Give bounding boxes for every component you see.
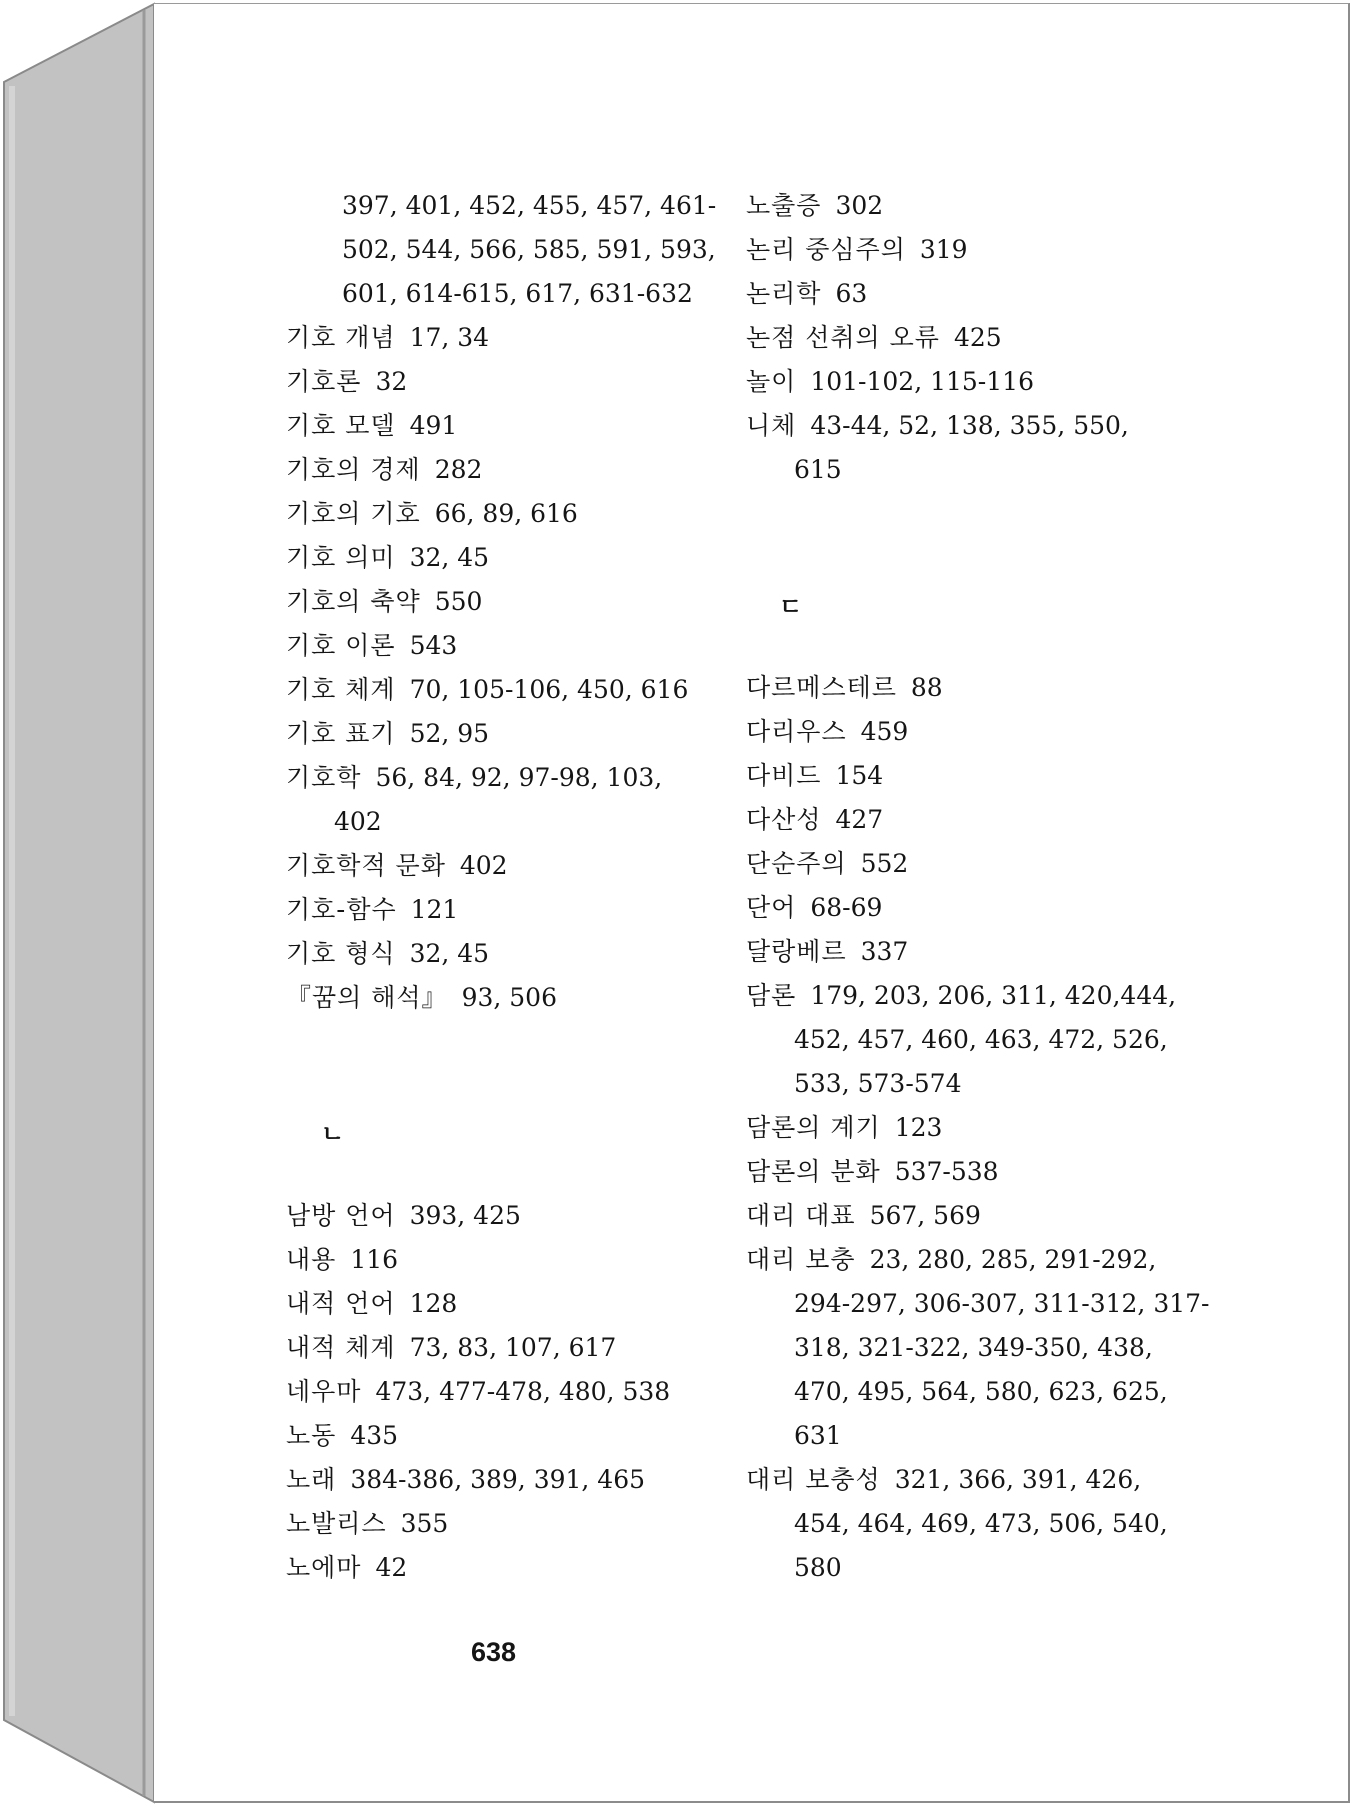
entry-pages: 355 — [400, 1509, 449, 1538]
entry-term: 내용 — [286, 1245, 337, 1274]
index-entry — [746, 805, 883, 835]
entry-pages: 459 — [860, 717, 909, 746]
entry-term: 대리 보충 — [746, 1245, 856, 1274]
index-entry — [746, 323, 1002, 353]
index-entry — [286, 719, 489, 749]
entry-term: 기호학적 문화 — [286, 851, 446, 880]
entry-term: 기호 개념 — [286, 323, 396, 352]
index-entry — [746, 981, 1176, 1011]
entry-pages: 116 — [350, 1245, 399, 1274]
continuation-line: 502, 544, 566, 585, 591, 593, — [342, 235, 716, 264]
index-entry — [286, 543, 489, 573]
index-entry — [286, 851, 508, 881]
index-entry — [746, 367, 1034, 397]
entry-pages: 537-538 — [894, 1157, 999, 1186]
entry-pages: 52, 95 — [409, 719, 490, 748]
index-entry — [286, 587, 482, 617]
entry-pages: 154 — [835, 761, 884, 790]
section-letter-nieun: ㄴ — [321, 1120, 345, 1148]
index-entry — [746, 1157, 999, 1187]
continuation-line: 452, 457, 460, 463, 472, 526, — [794, 1025, 1168, 1054]
entry-pages: 402 — [459, 851, 508, 880]
entry-term: 다산성 — [746, 805, 822, 834]
index-entry — [286, 323, 489, 353]
entry-term: 내적 체계 — [286, 1333, 396, 1362]
entry-pages: 32, 45 — [409, 543, 490, 572]
entry-pages: 473, 477-478, 480, 538 — [375, 1377, 671, 1406]
entry-term: 노에마 — [286, 1553, 362, 1582]
index-entry — [286, 1553, 407, 1583]
entry-term: 노발리스 — [286, 1509, 387, 1538]
entry-term: 놀이 — [746, 367, 797, 396]
index-entry — [746, 849, 908, 879]
index-entry — [746, 235, 968, 265]
index-entry — [746, 761, 883, 791]
entry-term: 논리학 — [746, 279, 822, 308]
entry-pages: 56, 84, 92, 97-98, 103, — [375, 763, 663, 792]
continuation-line: 397, 401, 452, 455, 457, 461- — [342, 191, 717, 220]
entry-pages: 491 — [409, 411, 458, 440]
entry-pages: 302 — [835, 191, 884, 220]
continuation-line: 318, 321-322, 349-350, 438, — [794, 1333, 1153, 1362]
entry-pages: 123 — [894, 1113, 943, 1142]
entry-pages: 567, 569 — [869, 1201, 981, 1230]
index-entry — [286, 1377, 670, 1407]
index-entry — [286, 1509, 448, 1539]
continuation-line: 533, 573-574 — [794, 1069, 962, 1098]
entry-term: 『꿈의 해석』 — [286, 983, 448, 1012]
entry-term: 노동 — [286, 1421, 337, 1450]
index-entry — [286, 763, 662, 793]
entry-term: 남방 언어 — [286, 1201, 396, 1230]
entry-term: 다비드 — [746, 761, 822, 790]
entry-pages: 121 — [410, 895, 459, 924]
entry-pages: 543 — [409, 631, 458, 660]
entry-pages: 93, 506 — [461, 983, 557, 1012]
index-entry — [286, 631, 457, 661]
entry-pages: 23, 280, 285, 291-292, — [869, 1245, 1157, 1274]
index-entry — [746, 411, 1129, 441]
entry-pages: 425 — [953, 323, 1002, 352]
entry-term: 니체 — [746, 411, 797, 440]
entry-term: 내적 언어 — [286, 1289, 396, 1318]
entry-pages: 321, 366, 391, 426, — [894, 1465, 1142, 1494]
entry-pages: 384-386, 389, 391, 465 — [350, 1465, 646, 1494]
index-entry — [746, 1465, 1141, 1495]
index-entry — [746, 717, 908, 747]
index-entry — [746, 1201, 981, 1231]
entry-term: 기호 모델 — [286, 411, 396, 440]
entry-term: 기호의 경제 — [286, 455, 421, 484]
entry-term: 다리우스 — [746, 717, 847, 746]
entry-pages: 337 — [860, 937, 909, 966]
index-entry — [286, 939, 489, 969]
index-entry — [746, 893, 882, 923]
continuation-line: 615 — [794, 455, 842, 484]
entry-pages: 101-102, 115-116 — [810, 367, 1034, 396]
index-entry — [746, 937, 908, 967]
entry-term: 단어 — [746, 893, 797, 922]
index-entry — [286, 1289, 457, 1319]
entry-term: 기호-함수 — [286, 895, 397, 924]
entry-pages: 32, 45 — [409, 939, 490, 968]
index-entry — [286, 411, 457, 441]
index-entry — [286, 983, 557, 1013]
entry-pages: 88 — [910, 673, 943, 702]
entry-pages: 393, 425 — [409, 1201, 521, 1230]
entry-term: 다르메스테르 — [746, 673, 897, 702]
entry-pages: 70, 105-106, 450, 616 — [409, 675, 689, 704]
entry-pages: 32 — [375, 367, 408, 396]
continuation-line: 470, 495, 564, 580, 623, 625, — [794, 1377, 1168, 1406]
entry-term: 기호 형식 — [286, 939, 396, 968]
entry-term: 기호의 축약 — [286, 587, 421, 616]
entry-term: 대리 보충성 — [746, 1465, 881, 1494]
page-number: 638 — [471, 1637, 517, 1667]
entry-term: 기호학 — [286, 763, 362, 792]
entry-pages: 319 — [919, 235, 968, 264]
entry-term: 담론 — [746, 981, 797, 1010]
entry-term: 기호론 — [286, 367, 362, 396]
entry-pages: 179, 203, 206, 311, 420,444, — [810, 981, 1177, 1010]
continuation-line: 580 — [794, 1553, 842, 1582]
entry-term: 대리 대표 — [746, 1201, 856, 1230]
index-entry — [746, 191, 883, 221]
entry-pages: 66, 89, 616 — [434, 499, 578, 528]
entry-term: 담론의 계기 — [746, 1113, 881, 1142]
continuation-line: 454, 464, 469, 473, 506, 540, — [794, 1509, 1168, 1538]
entry-pages: 43-44, 52, 138, 355, 550, — [810, 411, 1129, 440]
index-entry — [286, 1421, 398, 1451]
entry-pages: 435 — [350, 1421, 399, 1450]
entry-pages: 550 — [434, 587, 483, 616]
index-entry — [286, 895, 458, 925]
continuation-line: 402 — [334, 807, 382, 836]
index-entry — [286, 367, 407, 397]
entry-pages: 63 — [835, 279, 868, 308]
section-letter-digeut: ㄷ — [779, 593, 803, 621]
index-entry — [286, 1201, 521, 1231]
entry-pages: 68-69 — [810, 893, 883, 922]
entry-term: 기호 의미 — [286, 543, 396, 572]
index-page — [154, 3, 1350, 1803]
entry-pages: 42 — [375, 1553, 408, 1582]
entry-term: 담론의 분화 — [746, 1157, 881, 1186]
index-entry — [746, 1113, 942, 1143]
entry-pages: 282 — [434, 455, 483, 484]
entry-term: 단순주의 — [746, 849, 847, 878]
entry-term: 논점 선취의 오류 — [746, 323, 940, 352]
index-entry — [746, 673, 943, 703]
index-entry — [746, 279, 867, 309]
entry-term: 논리 중심주의 — [746, 235, 906, 264]
entry-pages: 128 — [409, 1289, 458, 1318]
entry-term: 기호 이론 — [286, 631, 396, 660]
entry-term: 기호 표기 — [286, 719, 396, 748]
entry-term: 노래 — [286, 1465, 337, 1494]
entry-pages: 552 — [860, 849, 909, 878]
entry-pages: 73, 83, 107, 617 — [409, 1333, 617, 1362]
index-entry — [286, 1465, 645, 1495]
entry-term: 달랑베르 — [746, 937, 847, 966]
entry-term: 기호 체계 — [286, 675, 396, 704]
entry-term: 노출증 — [746, 191, 822, 220]
index-entry — [286, 455, 482, 485]
continuation-line: 294-297, 306-307, 311-312, 317- — [794, 1289, 1210, 1318]
index-entry — [286, 1333, 616, 1363]
index-entry — [746, 1245, 1156, 1275]
entry-term: 기호의 기호 — [286, 499, 421, 528]
continuation-line: 601, 614-615, 617, 631-632 — [342, 279, 693, 308]
entry-pages: 17, 34 — [409, 323, 490, 352]
index-entry — [286, 499, 578, 529]
entry-pages: 427 — [835, 805, 884, 834]
index-entry — [286, 1245, 398, 1275]
index-entry — [286, 675, 688, 705]
continuation-line: 631 — [794, 1421, 842, 1450]
entry-term: 네우마 — [286, 1377, 362, 1406]
